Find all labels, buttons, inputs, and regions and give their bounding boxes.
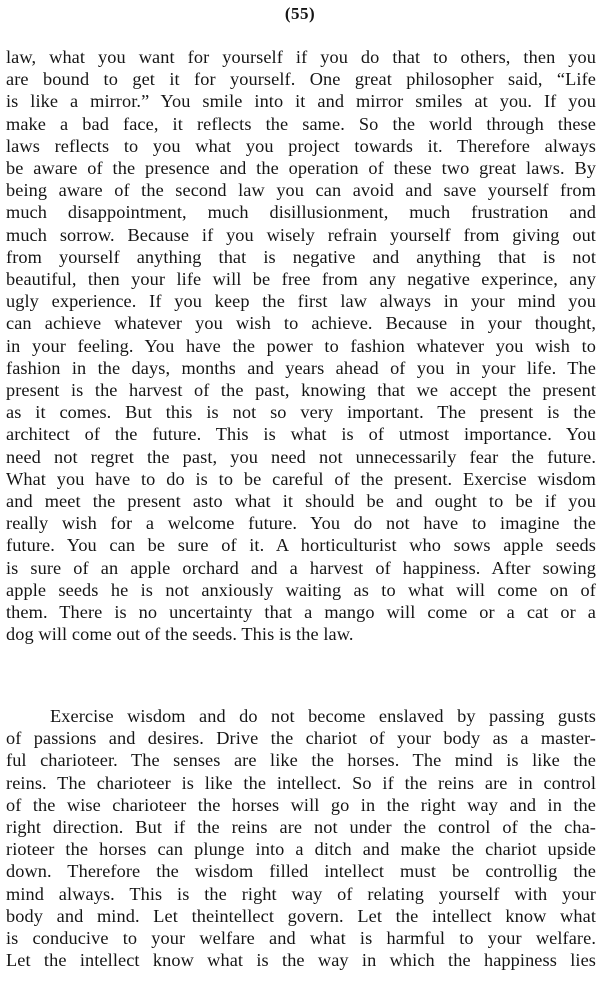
text-line: mind always. This is the right way of relating yourself with your xyxy=(6,883,596,904)
text-line: ful charioteer. The senses are like the horses. The mind is like the xyxy=(6,750,596,771)
text-line: is conducive to your welfare and what is harmful to your welfare. xyxy=(6,928,596,949)
text-line: ugly experience. If you keep the first law always in your mind you xyxy=(6,291,596,312)
page-number: (55) xyxy=(284,4,316,23)
text-line: future. You can be sure of it. A horticulturist who sows apple seeds xyxy=(6,535,596,556)
text-line: being aware of the second law you can avoid and save yourself from xyxy=(6,180,596,201)
text-line: present is the harvest of the past, knowing that we accept the present xyxy=(6,380,596,401)
text-line: much sorrow. Because if you wisely refrain yourself from giving out xyxy=(6,224,596,245)
text-line: right direction. But if the reins are not under the control of the cha- xyxy=(6,817,596,838)
text-line: rioteer the horses can plunge into a ditch and make the chariot upside xyxy=(6,839,596,860)
text-line: What you have to do is to be careful of the present. Exercise wisdom xyxy=(6,468,596,489)
text-line: them. There is no uncertainty that a mango will come or a cat or a xyxy=(6,602,596,623)
text-line: in your feeling. You have the power to fashion whatever you wish to xyxy=(6,335,596,356)
text-line: Exercise wisdom and do not become enslaved by passing gusts xyxy=(50,706,596,726)
paragraph-1 xyxy=(6,46,596,645)
text-line: dog will come out of the seeds. This is the law. xyxy=(6,624,354,645)
text-line: is sure of an apple orchard and a harvest of happiness. After sowing xyxy=(6,557,596,578)
text-line: be aware of the presence and the operation of these two great laws. By xyxy=(6,158,596,179)
text-line: is like a mirror.” You smile into it and mirror smiles at you. If you xyxy=(6,91,596,112)
text-line: of passions and desires. Drive the chariot of your body as a master- xyxy=(6,728,596,749)
text-line: law, what you want for yourself if you do that to others, then you xyxy=(6,47,596,67)
text-line: of the wise charioteer the horses will go in the right way and in the xyxy=(6,794,596,815)
text-line: can achieve whatever you wish to achieve. Because in your thought, xyxy=(6,313,596,334)
text-line: Let the intellect know what is the way in which the happiness lies xyxy=(6,950,596,971)
paragraph-2 xyxy=(6,705,596,971)
text-line: beautiful, then your life will be free from any negative experince, any xyxy=(6,269,596,290)
text-line: need not regret the past, you need not unnecessarily fear the future. xyxy=(6,446,596,467)
text-line: reins. The charioteer is like the intellect. So if the reins are in control xyxy=(6,772,596,793)
text-line: are bound to get it for yourself. One great philosopher said, “Life xyxy=(6,69,596,90)
text-line: laws reflects to you what you project towards it. Therefore always xyxy=(6,135,596,156)
text-line: from yourself anything that is negative and anything that is not xyxy=(6,246,596,267)
text-line: as it comes. But this is not so very important. The present is the xyxy=(6,402,596,423)
text-line: body and mind. Let theintellect govern. Let the intellect know what xyxy=(6,905,596,926)
text-line: down. Therefore the wisdom filled intellect must be controllig the xyxy=(6,861,596,882)
text-line: and meet the present asto what it should be and ought to be if you xyxy=(6,491,596,512)
text-line: apple seeds he is not anxiously waiting as to what will come on of xyxy=(6,579,596,600)
text-line: architect of the future. This is what is of utmost importance. You xyxy=(6,424,596,445)
text-line: make a bad face, it reflects the same. So the world through these xyxy=(6,113,596,134)
text-line: much disappointment, much disillusionment, much frustration and xyxy=(6,202,596,223)
text-line: fashion in the days, months and years ahead of you in your life. The xyxy=(6,357,596,378)
text-line: really wish for a welcome future. You do not have to imagine the xyxy=(6,513,596,534)
